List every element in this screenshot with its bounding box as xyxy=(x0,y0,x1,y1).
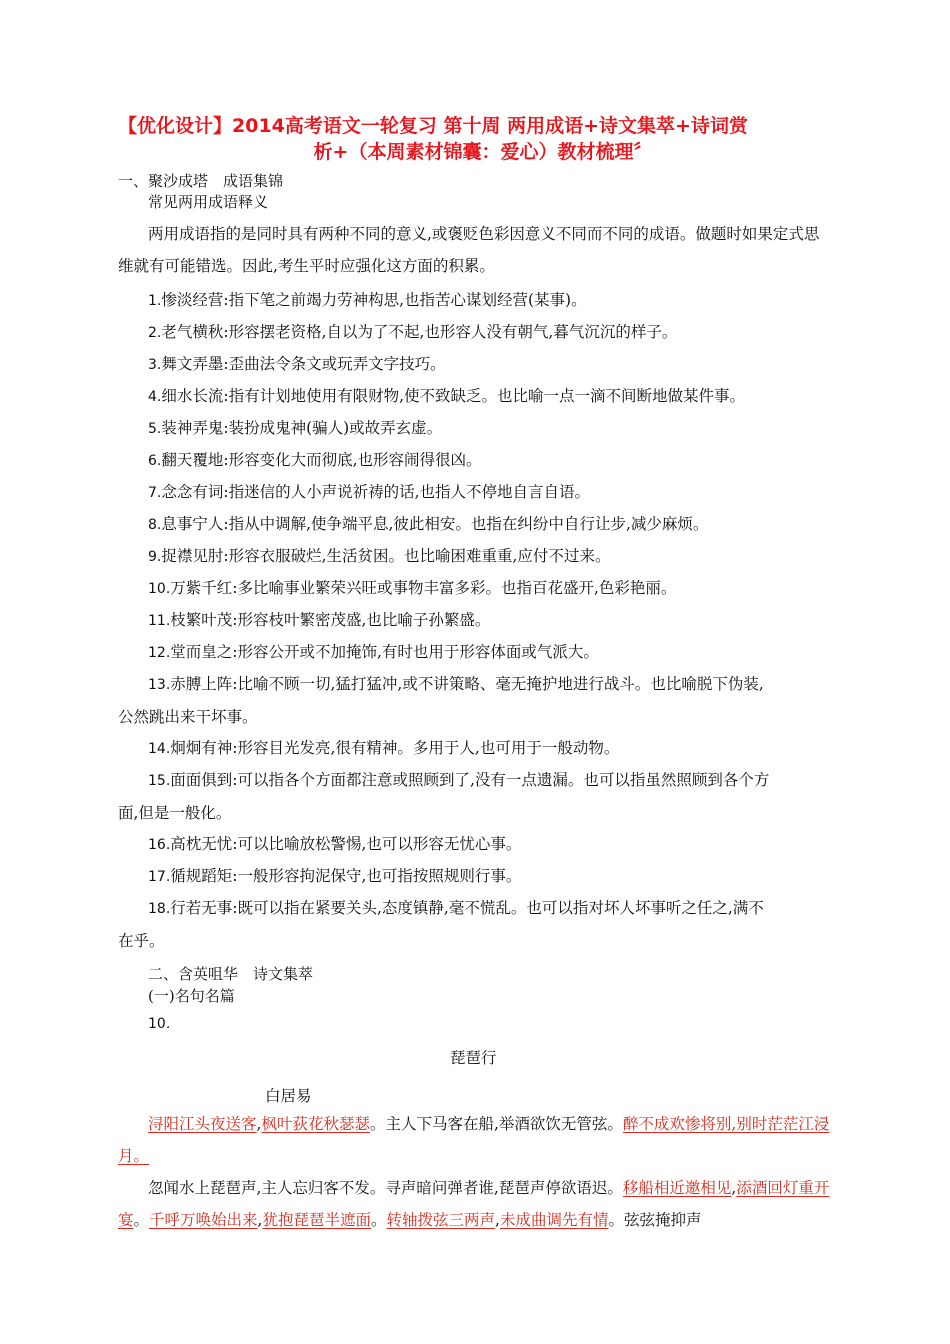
section1-heading: 一、聚沙成塔 成语集锦 xyxy=(118,172,284,190)
quote-1: 浔阳江头夜送客 xyxy=(148,1115,257,1133)
intro-text: 两用成语指的是同时具有两种不同的意义,或褒贬色彩因意义不同而不同的成语。做题时如果定式思维就有可能错选。因此,考生平时应强化这方面的积累。 xyxy=(118,225,820,275)
poem-paragraph-1 xyxy=(118,1108,830,1172)
idiom-text: 面面俱到:可以指各个方面都注意或照顾到了,没有一点遗漏。也可以指虽然照顾到各个方 xyxy=(170,771,770,789)
idiom-text: 赤膊上阵:比喻不顾一切,猛打猛冲,或不讲策略、毫无掩护地进行战斗。也比喻脱下伪装, xyxy=(170,675,764,693)
idiom-number: 13. xyxy=(148,677,171,693)
idiom-item xyxy=(148,476,590,509)
idiom-number: 6. xyxy=(148,453,162,469)
idiom-text-continued: 公然跳出来干坏事。 xyxy=(118,708,258,726)
idiom-text: 高枕无忧:可以比喻放松警惕,也可以形容无忧心事。 xyxy=(170,835,522,853)
idiom-item xyxy=(148,380,745,413)
idiom-text: 枝繁叶茂:形容枝叶繁密茂盛,也比喻子孙繁盛。 xyxy=(170,611,491,629)
idiom-number: 15. xyxy=(148,773,171,789)
idiom-number: 3. xyxy=(148,357,162,373)
idiom-text: 装神弄鬼:装扮成鬼神(骗人)或故弄玄虚。 xyxy=(161,419,443,437)
plain-text: 。主人下马客在船,举酒欲饮无管弦。 xyxy=(369,1115,623,1133)
idiom-number: 4. xyxy=(148,389,162,405)
idiom-number: 2. xyxy=(148,325,162,341)
poem-title: 琵琶行 xyxy=(450,1049,497,1067)
idiom-text: 惨淡经营:指下笔之前竭力劳神构思,也指苦心谋划经营(某事)。 xyxy=(161,291,587,309)
quote-8: 转轴拨弦三两声 xyxy=(386,1211,496,1229)
idiom-item xyxy=(118,764,830,829)
quote-3: 醉不成欢惨将别,别时茫茫江浸月。 xyxy=(118,1115,830,1165)
idiom-item xyxy=(148,348,446,381)
punct: 。 xyxy=(133,1211,150,1229)
idiom-text-continued: 面,但是一般化。 xyxy=(118,804,232,822)
section1-subheading: 常见两用成语释义 xyxy=(148,193,269,211)
idiom-item xyxy=(148,444,482,477)
idiom-item xyxy=(148,860,521,893)
idiom-text: 堂而皇之:形容公开或不加掩饰,有时也用于形容体面或气派大。 xyxy=(170,643,599,661)
punct: , xyxy=(731,1179,737,1197)
idiom-text: 息事宁人:指从中调解,使争端平息,彼此相安。也指在纠纷中自行让步,减少麻烦。 xyxy=(161,515,709,533)
plain-text: 忽闻水上琵琶声,主人忘归客不发。寻声暗问弹者谁,琵琶声停欲语迟。 xyxy=(148,1179,623,1197)
idiom-number: 17. xyxy=(148,869,171,885)
quote-7: 犹抱琵琶半遮面 xyxy=(262,1211,371,1229)
idiom-number: 10. xyxy=(148,581,171,597)
idiom-text: 老气横秋:形容摆老资格,自以为了不起,也形容人没有朝气,暮气沉沉的样子。 xyxy=(161,323,678,341)
idiom-item xyxy=(148,508,708,541)
title-line-1: 【优化设计】2014高考语文一轮复习 第十周 两用成语+诗文集萃+诗词赏 xyxy=(118,115,748,137)
section2-heading: 二、含英咀华 诗文集萃 xyxy=(148,965,314,983)
idiom-number: 18. xyxy=(148,901,171,917)
idiom-item xyxy=(148,828,521,861)
idiom-number: 8. xyxy=(148,517,162,533)
idiom-text: 念念有词:指迷信的人小声说祈祷的话,也指人不停地自言自语。 xyxy=(161,483,591,501)
idiom-number: 5. xyxy=(148,421,162,437)
idiom-item xyxy=(148,540,610,573)
idiom-item xyxy=(148,732,619,765)
idiom-number: 12. xyxy=(148,645,171,661)
idiom-text-continued: 在乎。 xyxy=(118,932,165,950)
idiom-item xyxy=(118,668,830,733)
idiom-text: 捉襟见肘:形容衣服破烂,生活贫困。也比喻困难重重,应付不过来。 xyxy=(161,547,611,565)
idiom-item xyxy=(148,316,677,349)
punct: 。 xyxy=(371,1211,387,1229)
idiom-text: 万紫千红:多比喻事业繁荣兴旺或事物丰富多彩。也指百花盛开,色彩艳丽。 xyxy=(170,579,677,597)
idiom-text: 炯炯有神:形容目光发亮,很有精神。多用于人,也可用于一般动物。 xyxy=(170,739,620,757)
punct: , xyxy=(257,1211,263,1229)
idiom-text: 舞文弄墨:歪曲法令条文或玩弄文字技巧。 xyxy=(161,355,446,373)
plain-text: 。弦弦掩抑声 xyxy=(608,1211,702,1229)
idiom-text: 行若无事:既可以指在紧要关头,态度镇静,毫不慌乱。也可以指对坏人坏事听之任之,满不 xyxy=(170,899,764,917)
title-line-2: 析+（本周素材锦囊：爱心）教材梳理〞 xyxy=(313,141,653,163)
idiom-number: 11. xyxy=(148,613,171,629)
idiom-text: 循规蹈矩:一般形容拘泥保守,也可指按照规则行事。 xyxy=(170,867,522,885)
idiom-item xyxy=(148,412,442,445)
idiom-text: 细水长流:指有计划地使用有限财物,使不致缺乏。也比喻一点一滴不间断地做某件事。 xyxy=(161,387,746,405)
quote-5: 添酒回灯重开宴 xyxy=(118,1179,830,1229)
section2-subheading: (一)名句名篇 xyxy=(148,987,235,1005)
poem-paragraph-2 xyxy=(118,1172,830,1236)
idiom-item xyxy=(148,572,676,605)
idiom-number: 9. xyxy=(148,549,162,565)
quote-9: 未成曲调先有情 xyxy=(499,1211,609,1229)
idiom-item xyxy=(148,636,599,669)
idiom-number: 7. xyxy=(148,485,162,501)
section1-intro xyxy=(118,218,830,282)
punct: , xyxy=(495,1211,500,1229)
quote-2: 枫叶荻花秋瑟瑟 xyxy=(261,1115,370,1133)
idiom-number: 16. xyxy=(148,837,171,853)
poem-author: 白居易 xyxy=(265,1087,312,1105)
idiom-text: 翻天覆地:形容变化大而彻底,也形容闹得很凶。 xyxy=(161,451,482,469)
idiom-number: 14. xyxy=(148,741,171,757)
quote-6: 千呼万唤始出来 xyxy=(149,1211,258,1229)
idiom-number: 1. xyxy=(148,293,162,309)
punct: , xyxy=(256,1115,262,1133)
quote-4: 移船相近邀相见 xyxy=(622,1179,732,1197)
section2-number: 10. xyxy=(148,1016,171,1032)
idiom-item xyxy=(148,604,490,637)
idiom-item xyxy=(118,892,830,957)
idiom-item xyxy=(148,284,587,317)
document-title xyxy=(118,113,848,165)
